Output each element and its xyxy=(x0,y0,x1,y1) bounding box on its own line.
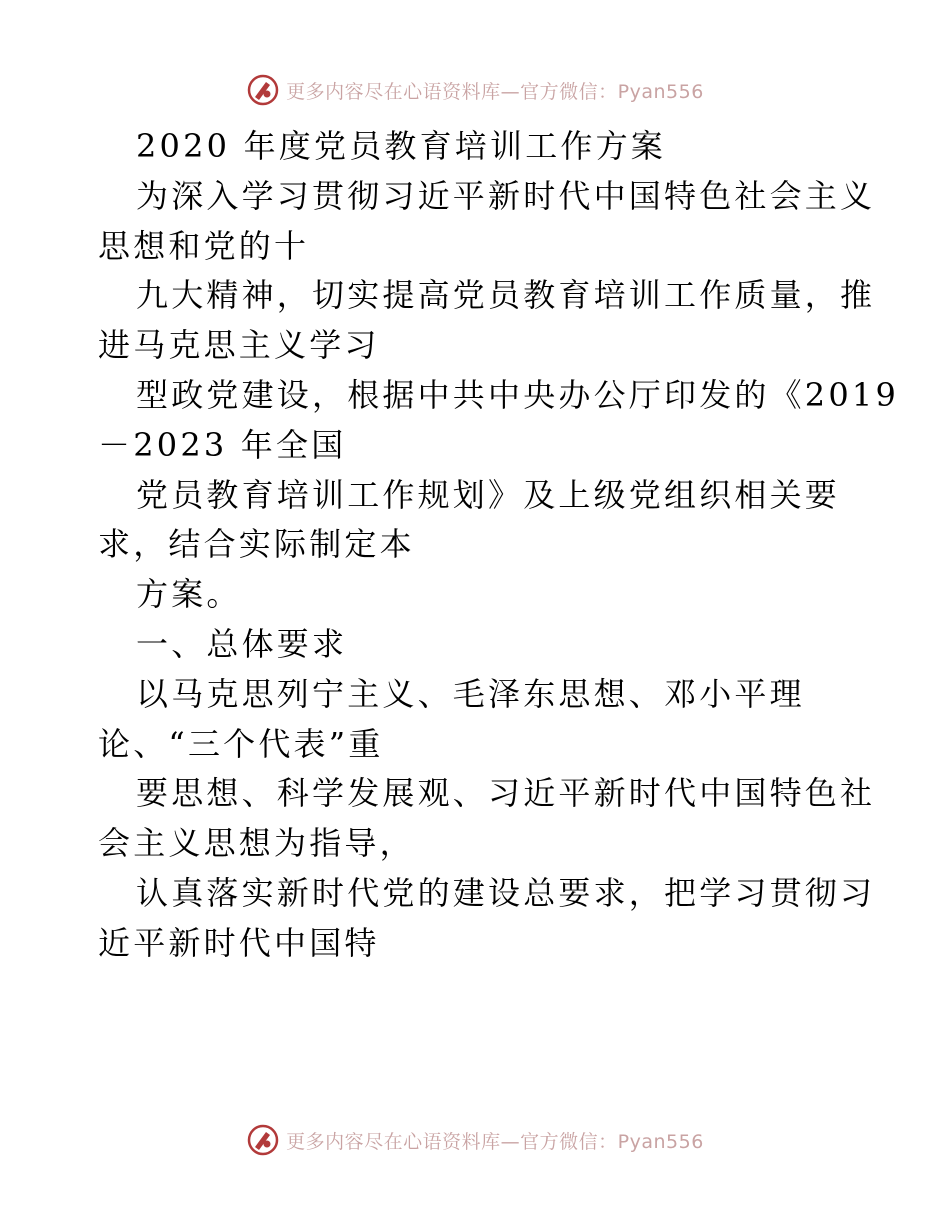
paragraph-line: 党员教育培训工作规划》及上级党组织相关要 xyxy=(136,475,841,514)
watermark-text: 更多内容尽在心语资料库—官方微信：Pyan556 xyxy=(286,1130,704,1153)
library-logo-icon xyxy=(246,73,280,107)
paragraph-line: 近平新时代中国特 xyxy=(98,923,380,962)
paragraph-line: 型政党建设，根据中共中央办公厅印发的《2019 xyxy=(136,375,900,414)
paragraph-line: 论、“三个代表”重 xyxy=(98,724,384,763)
paragraph-line: －2023 年全国 xyxy=(98,425,347,464)
paragraph-line: 九大精神，切实提高党员教育培训工作质量，推 xyxy=(136,276,876,315)
section-heading: 一、总体要求 xyxy=(136,624,348,663)
paragraph-line: 以马克思列宁主义、毛泽东思想、邓小平理 xyxy=(136,674,805,713)
watermark-text: 更多内容尽在心语资料库—官方微信：Pyan556 xyxy=(286,80,704,103)
paragraph-line: 认真落实新时代党的建设总要求，把学习贯彻习 xyxy=(136,873,876,912)
document-body xyxy=(98,122,900,969)
paragraph-line: 要思想、科学发展观、习近平新时代中国特色社 xyxy=(136,774,876,813)
library-logo-icon xyxy=(246,1123,280,1157)
paragraph-line: 求，结合实际制定本 xyxy=(98,525,415,564)
paragraph-line: 会主义思想为指导， xyxy=(98,824,415,863)
paragraph-line: 思想和党的十 xyxy=(98,226,310,265)
doc-title: 2020 年度党员教育培训工作方案 xyxy=(136,127,667,165)
paragraph-line: 方案。 xyxy=(136,575,242,614)
paragraph-line: 为深入学习贯彻习近平新时代中国特色社会主义 xyxy=(136,176,876,215)
footer-watermark xyxy=(0,1120,950,1160)
paragraph-line: 进马克思主义学习 xyxy=(98,326,380,365)
header-watermark xyxy=(0,70,950,110)
